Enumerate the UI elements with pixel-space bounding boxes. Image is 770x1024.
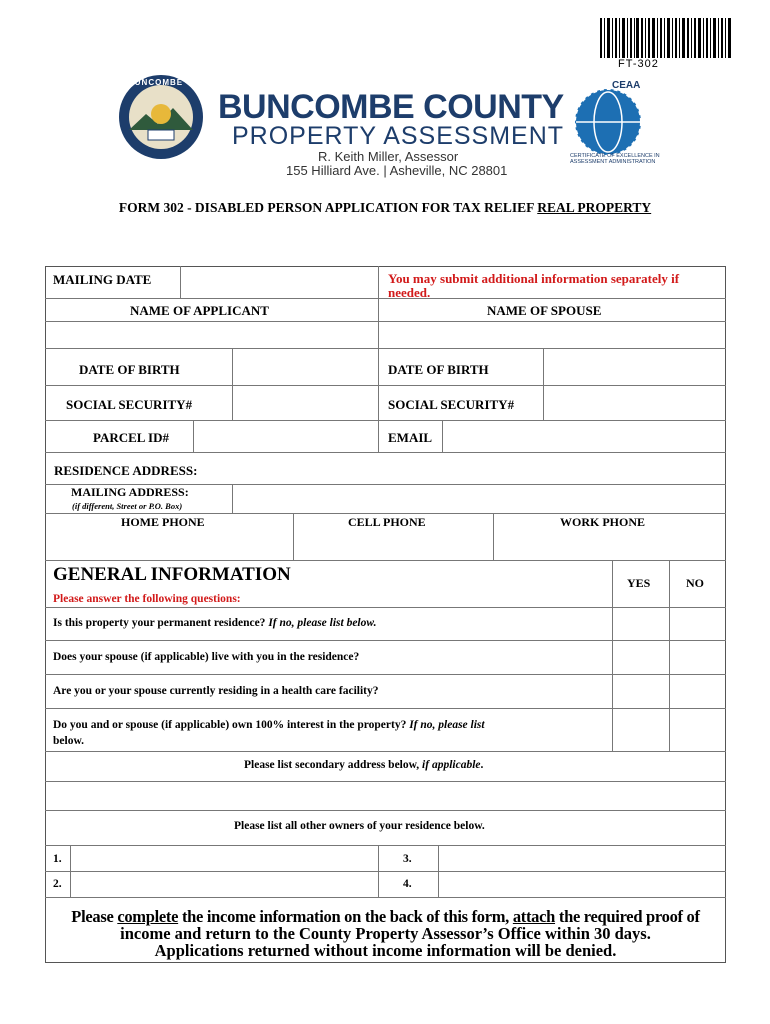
owner-number-1: 1.: [53, 853, 62, 865]
spouse-dob-field[interactable]: [544, 349, 725, 385]
secondary-address-prompt: Please list secondary address below, if applicable.: [244, 759, 484, 771]
question-spouse-lives-with: Does your spouse (if applicable) live with you in the residence?: [53, 651, 360, 663]
spouse-ssn-field[interactable]: [544, 386, 725, 420]
ceaa-label: CEAA: [612, 80, 641, 91]
home-phone-field[interactable]: [46, 532, 292, 560]
owner-2-field[interactable]: [71, 872, 377, 897]
assessor-name: R. Keith Miller, Assessor: [318, 149, 459, 164]
owner-4-field[interactable]: [439, 872, 725, 897]
additional-info-note: You may submit additional information separately if needed.: [388, 271, 680, 300]
question-full-interest: Do you and or spouse (if applicable) own 100% interest in the property? If no, please list: [53, 719, 485, 731]
owner-number-2: 2.: [53, 878, 62, 890]
ceaa-globe-icon: [570, 82, 660, 162]
applicant-dob-field[interactable]: [233, 349, 377, 385]
spouse-dob-label: DATE OF BIRTH: [388, 362, 489, 377]
seal-text: BUNCOMBE COUNTY: [128, 78, 227, 87]
q1-no-box[interactable]: [670, 608, 725, 640]
mailing-address-field[interactable]: [233, 485, 725, 513]
mailing-date-label: MAILING DATE: [53, 272, 152, 287]
mailing-date-field[interactable]: [181, 267, 377, 298]
question-permanent-residence: Is this property your permanent residence? If no, please list below.: [53, 617, 377, 629]
q4-yes-box[interactable]: [613, 709, 669, 751]
return-instructions-line2: income and return to the County Property Assessor’s Office within 30 days.: [120, 924, 651, 943]
q2-yes-box[interactable]: [613, 641, 669, 674]
q4-no-box[interactable]: [670, 709, 725, 751]
email-field[interactable]: [443, 421, 725, 452]
ceaa-certificate: CERTIFICATE OF EXCELLENCE IN ASSESSMENT ADMINISTRATION: [570, 153, 660, 165]
no-column-header: NO: [686, 576, 704, 590]
residence-address-field[interactable]: [228, 453, 725, 484]
parcel-id-field[interactable]: [194, 421, 377, 452]
applicant-dob-label: DATE OF BIRTH: [79, 362, 180, 377]
q3-no-box[interactable]: [670, 675, 725, 708]
applicant-ssn-label: SOCIAL SECURITY#: [66, 397, 193, 412]
name-of-applicant-label: NAME OF APPLICANT: [130, 303, 269, 318]
spouse-name-field[interactable]: [379, 322, 725, 348]
owner-number-3: 3.: [403, 853, 412, 865]
applicant-name-field[interactable]: [46, 322, 377, 348]
owner-1-field[interactable]: [71, 846, 377, 871]
mailing-address-label: MAILING ADDRESS:: [71, 485, 189, 499]
applicant-ssn-field[interactable]: [233, 386, 377, 420]
general-info-heading: GENERAL INFORMATION: [53, 564, 291, 585]
office-address: 155 Hilliard Ave. | Asheville, NC 28801: [286, 163, 508, 178]
q3-yes-box[interactable]: [613, 675, 669, 708]
other-owners-prompt: Please list all other owners of your residence below.: [234, 820, 485, 832]
cell-phone-field[interactable]: [294, 532, 492, 560]
work-phone-label: WORK PHONE: [560, 515, 646, 529]
owner-3-field[interactable]: [439, 846, 725, 871]
owner-number-4: 4.: [403, 878, 412, 890]
return-instructions: Please complete the income information on the back of this form, attach the required proof of income and return to the County Property Assessor’s Office within 30 days. Applications returned without income information will be denied.: [46, 908, 725, 959]
parcel-id-label: PARCEL ID#: [93, 430, 169, 445]
brand-subtitle: PROPERTY ASSESSMENT: [232, 122, 565, 150]
q2-no-box[interactable]: [670, 641, 725, 674]
return-instructions-line3: Applications returned without income information will be denied.: [154, 941, 617, 960]
general-info-instruction: Please answer the following questions:: [53, 593, 241, 605]
residence-address-label: RESIDENCE ADDRESS:: [54, 463, 198, 478]
cell-phone-label: CELL PHONE: [348, 515, 426, 529]
barcode: [600, 18, 733, 62]
form-title: FORM 302 - DISABLED PERSON APPLICATION FOR TAX RELIEF REAL PROPERTY: [118, 200, 652, 215]
question-full-interest-cont: below.: [53, 735, 84, 747]
email-label: EMAIL: [388, 430, 433, 445]
secondary-address-field[interactable]: [46, 782, 725, 810]
question-health-care-facility: Are you or your spouse currently residing in a health care facility?: [53, 685, 379, 697]
name-of-spouse-label: NAME OF SPOUSE: [487, 303, 602, 318]
spouse-ssn-label: SOCIAL SECURITY#: [388, 397, 515, 412]
mailing-address-hint: (if different, Street or P.O. Box): [72, 501, 183, 511]
q1-yes-box[interactable]: [613, 608, 669, 640]
home-phone-label: HOME PHONE: [121, 515, 205, 529]
form-code: FT-302: [618, 58, 659, 70]
yes-column-header: YES: [627, 576, 651, 590]
work-phone-field[interactable]: [494, 532, 725, 560]
brand-name: BUNCOMBE COUNTY: [218, 88, 564, 126]
